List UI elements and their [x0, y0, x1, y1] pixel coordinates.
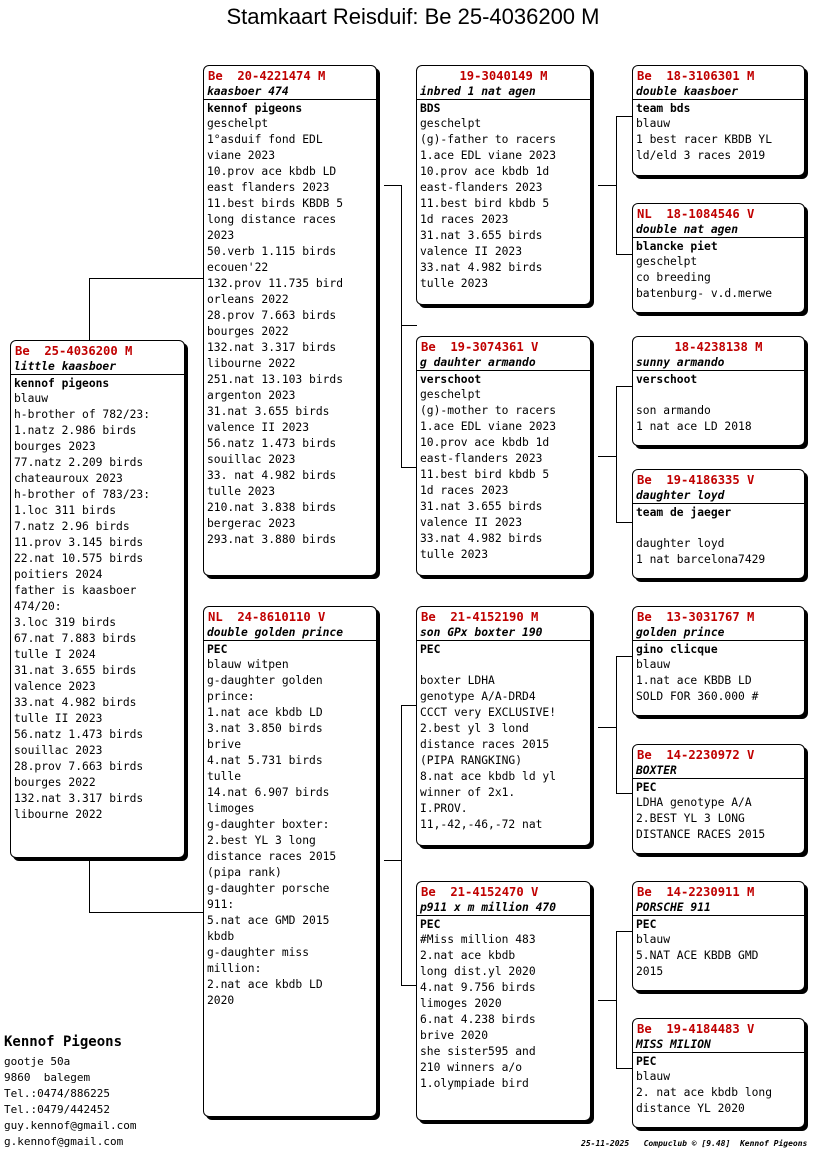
breeder: PEC	[420, 643, 441, 656]
info-line: I.PROV.	[420, 802, 468, 815]
info-line: poitiers 2024	[14, 568, 103, 581]
info-line: 3.nat 3.850 birds	[207, 722, 323, 735]
info-line: h-brother of 783/23:	[14, 488, 151, 501]
info-line: orleans 2022	[207, 293, 289, 306]
info-line: 132.nat 3.317 birds	[14, 792, 144, 805]
info-line: tulle I 2024	[14, 648, 96, 661]
info-line: daughter loyd	[636, 537, 725, 550]
pigeon-name: little kaasboer	[11, 359, 184, 375]
connector	[616, 522, 632, 523]
info-line: blauw witpen	[207, 658, 289, 671]
pigeon-name: double golden prince	[204, 625, 376, 641]
connector	[616, 793, 632, 794]
info-line: 22.nat 10.575 birds	[14, 552, 144, 565]
breeder: blancke piet	[636, 240, 718, 253]
info-line: 1.nat ace kbdb LD	[207, 706, 323, 719]
info-line: 210.nat 3.838 birds	[207, 501, 337, 514]
info-line: valence II 2023	[420, 516, 523, 529]
breeder: PEC	[636, 781, 657, 794]
info-line: 56.natz 1.473 birds	[207, 437, 337, 450]
info-line: 10.prov ace kbdb 1d	[420, 165, 550, 178]
info-line: tulle II 2023	[14, 712, 103, 725]
info-line: 4.nat 5.731 birds	[207, 754, 323, 767]
pigeon-name: kaasboer 474	[204, 84, 376, 100]
owner-name: Kennof Pigeons	[4, 1034, 123, 1050]
info-line: blauw	[14, 392, 49, 405]
info-line: viane 2023	[207, 149, 276, 162]
info-line: 33. nat 4.982 birds	[207, 469, 337, 482]
pigeon-card-fmm[interactable]	[632, 469, 805, 579]
info-line: 1d races 2023	[420, 484, 509, 497]
info-line: blauw	[636, 1070, 671, 1083]
pigeon-card-ffm[interactable]	[632, 203, 805, 313]
pigeon-name: MISS MILION	[633, 1037, 804, 1053]
info-line: 11.best bird kbdb 5	[420, 197, 550, 210]
connector	[616, 656, 617, 794]
connector	[89, 278, 90, 340]
info-line: 33.nat 4.982 birds	[420, 532, 543, 545]
info-line: east-flanders 2023	[420, 452, 543, 465]
connector	[616, 656, 632, 657]
owner-email[interactable]: guy.kennof@gmail.com	[4, 1119, 137, 1132]
info-line: valence II 2023	[420, 245, 523, 258]
connector	[598, 1000, 616, 1001]
pigeon-name: son GPx boxter 190	[417, 625, 590, 641]
owner-address-street: gootje 50a	[4, 1055, 71, 1068]
info-line	[420, 657, 590, 673]
connector	[89, 912, 204, 913]
pigeon-card-fm[interactable]	[416, 336, 591, 576]
breeder: PEC	[420, 918, 441, 931]
info-line: tulle 2023	[420, 277, 489, 290]
pigeon-card-fff[interactable]	[632, 65, 805, 176]
info-line: g-daughter golden	[207, 674, 323, 687]
info-line: 2. nat ace kbdb long	[636, 1086, 773, 1099]
info-line: 1.olympiade bird	[420, 1077, 529, 1090]
info-line: 28.prov 7.663 birds	[14, 760, 144, 773]
info-line: bourges 2022	[207, 325, 289, 338]
info-line: she sister595 and	[420, 1045, 536, 1058]
breeder: gino clicque	[636, 643, 718, 656]
info-line: brive	[207, 738, 242, 751]
performance-list	[633, 932, 804, 980]
pigeon-name: daughter loyd	[633, 488, 804, 504]
info-line: 33.nat 4.982 birds	[420, 261, 543, 274]
info-line: libourne 2022	[14, 808, 103, 821]
info-line: distance races 2015	[420, 738, 550, 751]
info-line: limoges	[207, 802, 255, 815]
breeder: team de jaeger	[636, 506, 732, 519]
info-line: 210 winners a/o	[420, 1061, 523, 1074]
pigeon-name: inbred 1 nat agen	[417, 84, 590, 100]
pigeon-card-mff[interactable]	[632, 606, 805, 716]
info-line: 2.best YL 3 long	[207, 834, 316, 847]
info-line: 28.prov 7.663 birds	[207, 309, 337, 322]
connector	[598, 456, 616, 457]
pigeon-card-ff[interactable]	[416, 65, 591, 305]
info-line: CCCT very EXCLUSIVE!	[420, 706, 557, 719]
connector	[401, 705, 417, 706]
info-line: 8.nat ace kbdb ld yl	[420, 770, 557, 783]
info-line: 132.nat 3.317 birds	[207, 341, 337, 354]
info-line: 1.ace EDL viane 2023	[420, 149, 557, 162]
info-line	[636, 520, 804, 536]
performance-list	[204, 657, 376, 1009]
ring-number: 19-3040149 M	[459, 69, 548, 83]
ring-number: Be 19-4184483 V	[637, 1022, 755, 1036]
breeder: verschoot	[636, 373, 698, 386]
info-line: 7.natz 2.96 birds	[14, 520, 130, 533]
info-line: g-daughter miss	[207, 946, 310, 959]
info-line: batenburg- v.d.merwe	[636, 287, 773, 300]
ring-number: Be 25-4036200 M	[15, 344, 133, 358]
info-line: #Miss million 483	[420, 933, 536, 946]
info-line: 474/20:	[14, 600, 62, 613]
info-line: 1.natz 2.986 birds	[14, 424, 137, 437]
info-line: chateauroux 2023	[14, 472, 123, 485]
info-line: 14.nat 6.907 birds	[207, 786, 330, 799]
ring-number: NL 24-8610110 V	[208, 610, 326, 624]
performance-list	[417, 657, 590, 833]
ring-number: Be 13-3031767 M	[637, 610, 755, 624]
info-line: g-daughter porsche	[207, 882, 330, 895]
info-line: bourges 2023	[14, 440, 96, 453]
ring-number: Be 19-4186335 V	[637, 473, 755, 487]
connector	[401, 185, 402, 467]
info-line: blauw	[636, 658, 671, 671]
info-line: 1 nat barcelona7429	[636, 553, 766, 566]
performance-list	[417, 116, 590, 292]
info-line: 1°asduif fond EDL	[207, 133, 323, 146]
connector	[384, 185, 401, 186]
connector	[401, 705, 402, 986]
connector	[384, 860, 401, 861]
info-line: 10.prov ace kbdb 1d	[420, 436, 550, 449]
info-line: 56.natz 1.473 birds	[14, 728, 144, 741]
info-line: 1.loc 311 birds	[14, 504, 117, 517]
info-line: ld/eld 3 races 2019	[636, 149, 766, 162]
info-line: 2.nat ace kbdb LD	[207, 978, 323, 991]
info-line: 2020	[207, 994, 235, 1007]
info-line: bourges 2022	[14, 776, 96, 789]
connector	[598, 185, 616, 186]
info-line: 5.NAT ACE KBDB GMD	[636, 949, 759, 962]
info-line: blauw	[636, 933, 671, 946]
info-line: 132.prov 11.735 bird	[207, 277, 344, 290]
info-line: 11.best bird kbdb 5	[420, 468, 550, 481]
pigeon-card-father[interactable]	[203, 65, 377, 576]
info-line: winner of 2x1.	[420, 786, 516, 799]
info-line: 31.nat 3.655 birds	[207, 405, 330, 418]
pigeon-card-mmf[interactable]	[632, 881, 805, 991]
info-line: h-brother of 782/23:	[14, 408, 151, 421]
info-line: east-flanders 2023	[420, 181, 543, 194]
info-line: geschelpt	[207, 117, 269, 130]
info-line: limoges 2020	[420, 997, 502, 1010]
ring-number: Be 19-3074361 V	[421, 340, 539, 354]
pigeon-name: BOXTER	[633, 763, 804, 779]
info-line: SOLD FOR 360.000 #	[636, 690, 759, 703]
owner-info	[4, 1034, 136, 1150]
connector	[598, 727, 616, 728]
ring-number: Be 20-4221474 M	[208, 69, 326, 83]
pigeon-card-mmm[interactable]	[632, 1018, 805, 1128]
breeder: team bds	[636, 102, 691, 115]
performance-list	[633, 116, 804, 164]
info-line: 67.nat 7.883 birds	[14, 632, 137, 645]
connector	[401, 467, 417, 468]
connector	[616, 116, 632, 117]
info-line: (PIPA RANGKING)	[420, 754, 523, 767]
info-line: geschelpt	[420, 117, 482, 130]
info-line: 1.ace EDL viane 2023	[420, 420, 557, 433]
info-line: 33.nat 4.982 birds	[14, 696, 137, 709]
info-line	[636, 387, 804, 403]
pigeon-card-mm[interactable]	[416, 881, 591, 1121]
info-line: 293.nat 3.880 birds	[207, 533, 337, 546]
performance-list	[11, 391, 184, 823]
info-line: kbdb	[207, 930, 235, 943]
connector	[401, 985, 417, 986]
info-line: libourne 2022	[207, 357, 296, 370]
info-line: father is kaasboer	[14, 584, 137, 597]
ring-number: Be 21-4152190 M	[421, 610, 539, 624]
connector	[616, 931, 632, 932]
info-line: valence 2023	[14, 680, 96, 693]
info-line: distance races 2015	[207, 850, 337, 863]
info-line: 2015	[636, 965, 664, 978]
ring-number: Be 14-2230911 M	[637, 885, 755, 899]
ring-number: Be 18-3106301 M	[637, 69, 755, 83]
pigeon-name: golden prince	[633, 625, 804, 641]
info-line: tulle	[207, 770, 242, 783]
info-line: 4.nat 9.756 birds	[420, 981, 536, 994]
info-line: 31.nat 3.655 birds	[420, 229, 543, 242]
performance-list	[633, 1069, 804, 1117]
performance-list	[633, 657, 804, 705]
info-line: (g)-father to racers	[420, 133, 557, 146]
info-line: LDHA genotype A/A	[636, 796, 752, 809]
info-line: long dist.yl 2020	[420, 965, 536, 978]
info-line: son armando	[636, 404, 711, 417]
breeder: PEC	[636, 918, 657, 931]
footer-credits: 25-11-2025 Compuclub © [9.48] Kennof Pigeons	[581, 1139, 808, 1148]
connector	[616, 1068, 632, 1069]
breeder: kennof pigeons	[207, 102, 303, 115]
ring-number: NL 18-1084546 V	[637, 207, 755, 221]
breeder: BDS	[420, 102, 441, 115]
connector	[616, 116, 617, 255]
pigeon-name: PORSCHE 911	[633, 900, 804, 916]
connector	[89, 278, 204, 279]
pigeon-name: g dauhter armando	[417, 355, 590, 371]
info-line: million:	[207, 962, 262, 975]
ring-number: Be 14-2230972 V	[637, 748, 755, 762]
breeder: kennof pigeons	[14, 377, 110, 390]
pigeon-card-fmf[interactable]	[632, 336, 805, 446]
owner-phone: Tel.:0479/442452	[4, 1103, 110, 1116]
info-line: 1.nat ace KBDB LD	[636, 674, 752, 687]
info-line: 10.prov ace kbdb LD	[207, 165, 337, 178]
info-line: distance YL 2020	[636, 1102, 745, 1115]
performance-list	[417, 932, 590, 1092]
info-line: 2.BEST YL 3 LONG	[636, 812, 745, 825]
page-title: Stamkaart Reisduif: Be 25-4036200 M	[226, 4, 600, 29]
info-line: 31.nat 3.655 birds	[420, 500, 543, 513]
pigeon-card-mfm[interactable]	[632, 744, 805, 854]
info-line: 1d races 2023	[420, 213, 509, 226]
performance-list	[204, 116, 376, 548]
info-line: tulle 2023	[420, 548, 489, 561]
info-line: 3.loc 319 birds	[14, 616, 117, 629]
info-line: 11.best birds KBDB 5	[207, 197, 344, 210]
info-line: 50.verb 1.115 birds	[207, 245, 337, 258]
performance-list	[633, 795, 804, 843]
info-line: 2.nat ace kbdb	[420, 949, 516, 962]
info-line: long distance races	[207, 213, 337, 226]
info-line: 2023	[207, 229, 235, 242]
pigeon-card-mf[interactable]	[416, 606, 591, 846]
info-line: 31.nat 3.655 birds	[14, 664, 137, 677]
connector	[616, 931, 617, 1069]
connector	[616, 254, 632, 255]
owner-address-city: 9860 balegem	[4, 1071, 91, 1084]
info-line: (g)-mother to racers	[420, 404, 557, 417]
pigeon-card-subject[interactable]	[10, 340, 185, 858]
info-line: 911:	[207, 898, 235, 911]
info-line: brive 2020	[420, 1029, 489, 1042]
info-line: blauw	[636, 117, 671, 130]
info-line: 11,-42,-46,-72 nat	[420, 818, 543, 831]
info-line: DISTANCE RACES 2015	[636, 828, 766, 841]
info-line: east flanders 2023	[207, 181, 330, 194]
breeder: PEC	[207, 643, 228, 656]
connector	[401, 325, 417, 326]
owner-phone: Tel.:0474/886225	[4, 1087, 110, 1100]
info-line: (pipa rank)	[207, 866, 282, 879]
info-line: geschelpt	[636, 255, 698, 268]
performance-list	[633, 387, 804, 435]
connector	[89, 858, 90, 913]
connector	[616, 386, 617, 523]
info-line: g-daughter boxter:	[207, 818, 330, 831]
breeder: verschoot	[420, 373, 482, 386]
info-line: 5.nat ace GMD 2015	[207, 914, 330, 927]
info-line: 251.nat 13.103 birds	[207, 373, 344, 386]
performance-list	[417, 387, 590, 563]
info-line: 2.best yl 3 lond	[420, 722, 529, 735]
pigeon-name: double nat agen	[633, 222, 804, 238]
owner-email[interactable]: g.kennof@gmail.com	[4, 1135, 124, 1148]
info-line: geschelpt	[420, 388, 482, 401]
info-line: prince:	[207, 690, 255, 703]
info-line: boxter LDHA	[420, 674, 495, 687]
info-line: genotype A/A-DRD4	[420, 690, 536, 703]
performance-list	[633, 254, 804, 302]
breeder: PEC	[636, 1055, 657, 1068]
pigeon-name: p911 x m million 470	[417, 900, 590, 916]
info-line: bergerac 2023	[207, 517, 296, 530]
info-line: souillac 2023	[14, 744, 103, 757]
ring-number: 18-4238138 M	[674, 340, 763, 354]
info-line: ecouen'22	[207, 261, 269, 274]
ring-number: Be 21-4152470 V	[421, 885, 539, 899]
info-line: co breeding	[636, 271, 711, 284]
info-line: 1 best racer KBDB YL	[636, 133, 773, 146]
info-line: 11.prov 3.145 birds	[14, 536, 144, 549]
info-line: 77.natz 2.209 birds	[14, 456, 144, 469]
connector	[616, 386, 632, 387]
info-line: 1 nat ace LD 2018	[636, 420, 752, 433]
info-line: souillac 2023	[207, 453, 296, 466]
pigeon-name: double kaasboer	[633, 84, 804, 100]
info-line: valence II 2023	[207, 421, 310, 434]
pigeon-name: sunny armando	[633, 355, 804, 371]
info-line: 6.nat 4.238 birds	[420, 1013, 536, 1026]
info-line: tulle 2023	[207, 485, 276, 498]
info-line: argenton 2023	[207, 389, 296, 402]
performance-list	[633, 520, 804, 568]
pigeon-card-mother[interactable]	[203, 606, 377, 1117]
